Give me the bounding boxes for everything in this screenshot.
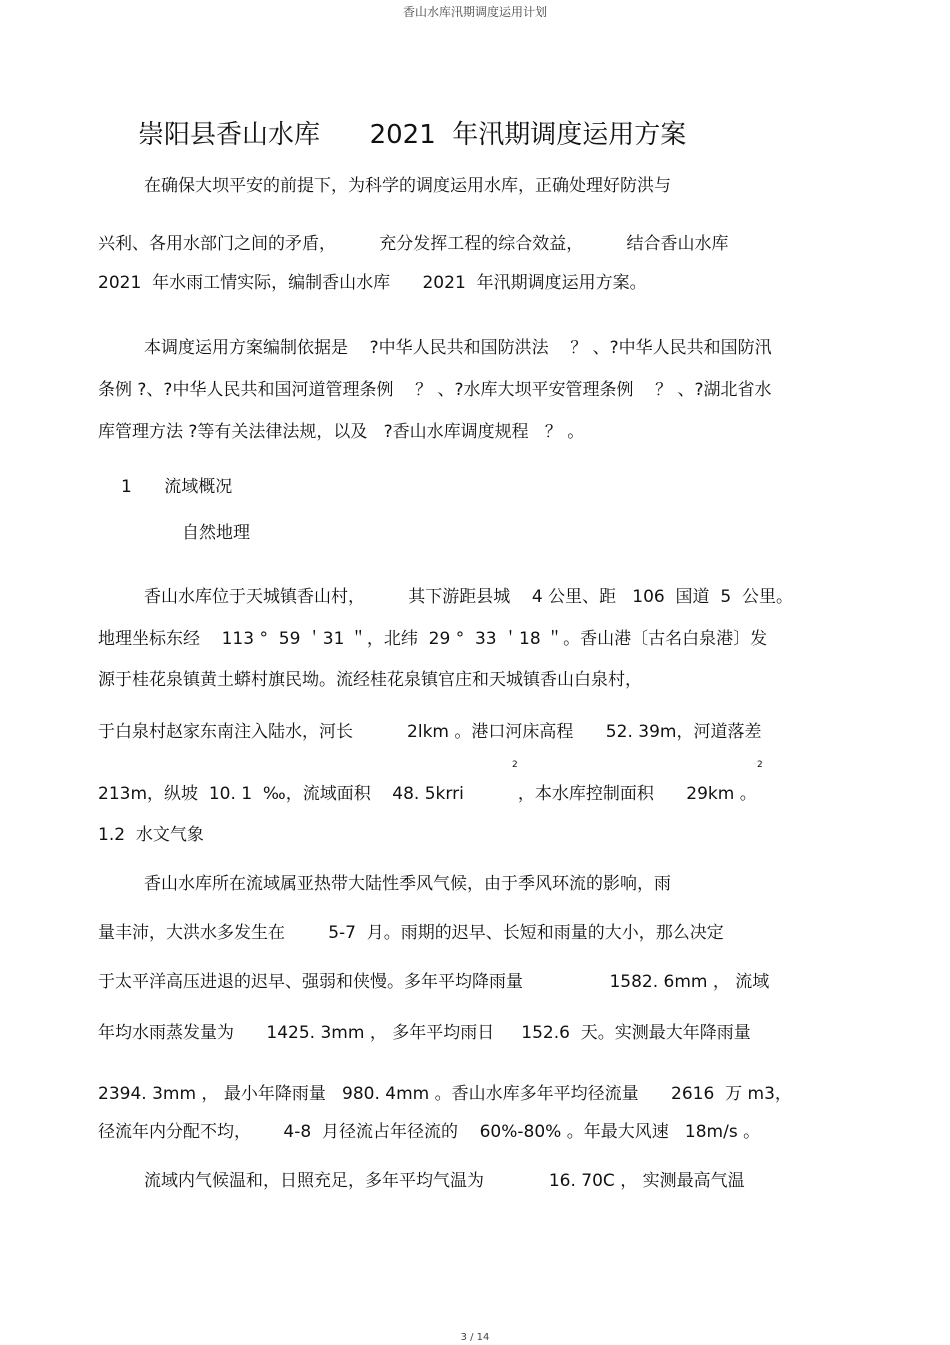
paragraph-4-line-4: 年均水雨蒸发量为 1425. 3mm ， 多年平均雨日 152.6 天。实测最大年降雨量 <box>98 1023 751 1043</box>
page-number: 3 / 14 <box>460 1332 490 1343</box>
superscript-area-2: 2 <box>757 760 763 770</box>
paragraph-3-line-5: 213m，纵坡 10. 1 ‰，流域面积 48. 5krri ，本水库控制面积 29km 。 <box>98 784 757 804</box>
running-header: 香山水库汛期调度运用计划 <box>402 5 547 19</box>
paragraph-5-line-1: 流域内气候温和，日照充足，多年平均气温为 16. 70C ， 实测最高气温 <box>144 1171 745 1191</box>
paragraph-4-line-3: 于太平洋高压进退的迟早、强弱和侠慢。多年平均降雨量 1582. 6mm ， 流域 <box>98 972 770 992</box>
paragraph-3-line-3: 源于桂花泉镇黄土蟒村旗民坳。流经桂花泉镇官庄和天城镇香山白泉村， <box>98 670 642 690</box>
paragraph-1-line-1: 在确保大坝平安的前提下，为科学的调度运用水库，正确处理好防洪与 <box>144 176 671 196</box>
paragraph-3-line-4: 于白泉村赵家东南注入陆水，河长 2lkm 。港口河床高程 52. 39m，河道落差 <box>98 722 762 742</box>
paragraph-1-line-2: 兴利、各用水部门之间的矛盾， 充分发挥工程的综合效益， 结合香山水库 <box>98 234 729 254</box>
section-heading-1-2: 1.2 水文气象 <box>98 825 204 845</box>
paragraph-1-line-3: 2021 年水雨工情实际，编制香山水库 2021 年汛期调度运用方案。 <box>98 273 647 293</box>
paragraph-2-line-2: 条例 ?、?中华人民共和国河道管理条例 ？ 、?水库大坝平安管理条例 ？ 、?湖北省水 <box>98 380 772 400</box>
paragraph-3-line-2: 地理坐标东经 113 ° 59 ＇31 ＂，北纬 29 ° 33 ＇18 ＂。香山港〔古名白泉港〕发 <box>98 629 768 649</box>
document-title: 崇阳县香山水库 2021 年汛期调度运用方案 <box>138 120 687 150</box>
paragraph-3-line-1: 香山水库位于天城镇香山村， 其下游距县城 4 公里、距 106 国道 5 公里。 <box>144 587 793 607</box>
paragraph-2-line-3: 库管理方法 ?等有关法律法规，以及 ?香山水库调度规程 ？ 。 <box>98 422 585 442</box>
paragraph-4-line-1: 香山水库所在流域属亚热带大陆性季风气候，由于季风环流的影响，雨 <box>144 874 671 894</box>
paragraph-4-line-2: 量丰沛，大洪水多发生在 5-7 月。雨期的迟早、长短和雨量的大小，那么决定 <box>98 923 724 943</box>
section-heading-1: 1 流域概况 <box>121 477 233 497</box>
paragraph-4-line-6: 径流年内分配不均， 4-8 月径流占年径流的 60%-80% 。年最大风速 18m/s 。 <box>98 1122 761 1142</box>
subsection-heading-natural-geography: 自然地理 <box>182 523 250 543</box>
paragraph-4-line-5: 2394. 3mm ， 最小年降雨量 980. 4mm 。香山水库多年平均径流量 2616 万 m3， <box>98 1084 792 1104</box>
superscript-area-1: 2 <box>512 760 518 770</box>
paragraph-2-line-1: 本调度运用方案编制依据是 ?中华人民共和国防洪法 ？ 、?中华人民共和国防汛 <box>144 338 772 358</box>
